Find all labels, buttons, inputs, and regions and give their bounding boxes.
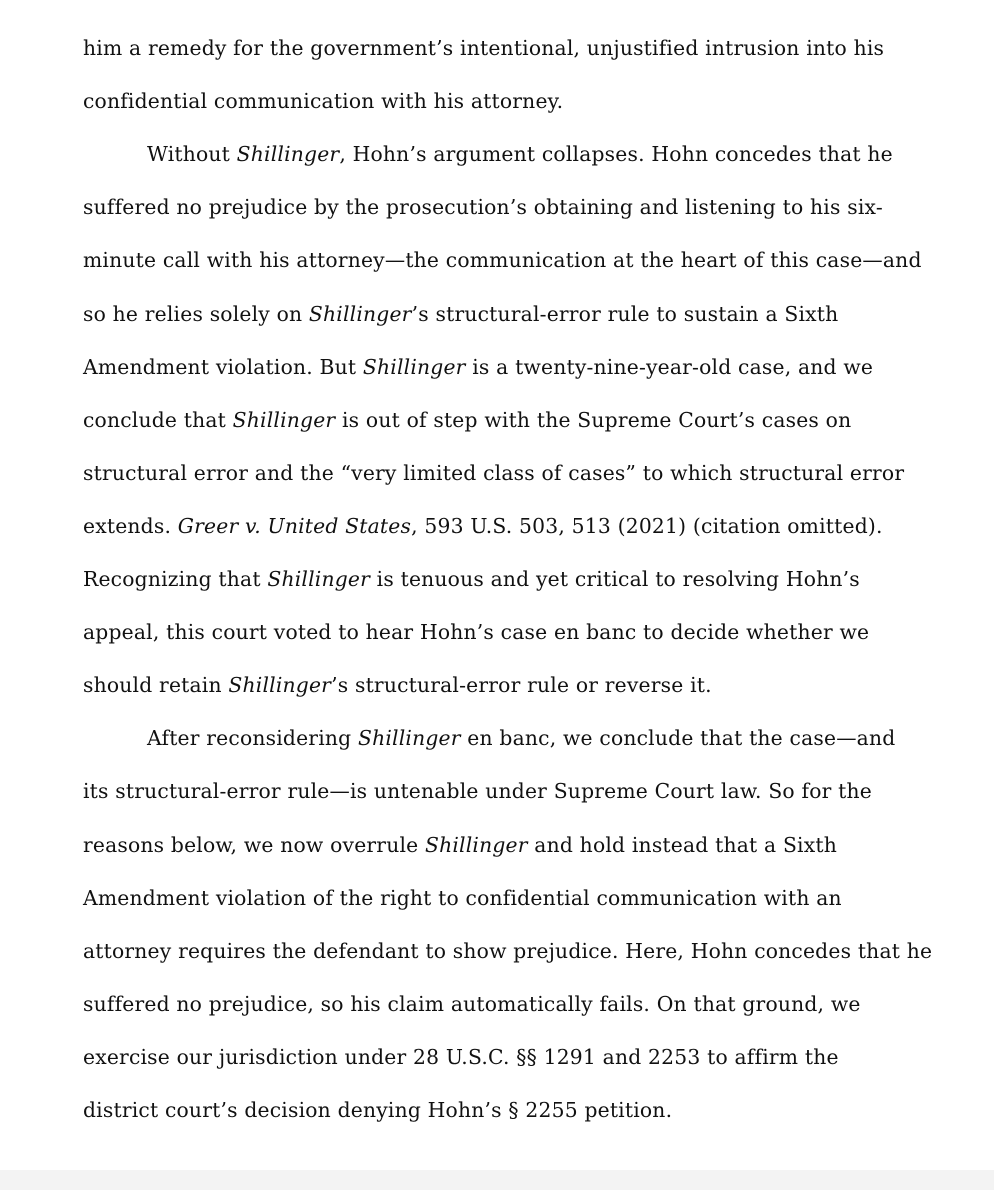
text-run: so he relies solely on (83, 301, 309, 326)
page-bottom-edge (0, 1170, 994, 1190)
text-run: is out of step with the Supreme Court’s cases on (335, 407, 852, 432)
text-line (83, 28, 884, 68)
text-run: and hold instead that a Sixth (527, 832, 837, 857)
italic-citation: Shillinger (425, 832, 528, 857)
text-run: ’s structural-error rule to sustain a Sixth (411, 301, 839, 326)
text-line (83, 506, 883, 546)
text-run: minute call with his attorney—the communication at the heart of this case—and (83, 248, 922, 273)
text-line (83, 984, 861, 1024)
text-run: , 593 U.S. 503, 513 (2021) (citation omitted). (411, 513, 883, 538)
text-line (83, 347, 873, 387)
text-run: ’s structural-error rule or reverse it. (331, 673, 712, 698)
text-line (83, 559, 860, 599)
text-line (83, 1090, 672, 1130)
text-line (83, 294, 838, 334)
text-run: appeal, this court voted to hear Hohn’s case en banc to decide whether we (83, 620, 870, 645)
text-line (83, 878, 842, 918)
text-run: its structural-error rule—is untenable under Supreme Court law. So for the (83, 779, 872, 804)
text-run: attorney requires the defendant to show prejudice. Here, Hohn concedes that he (83, 938, 933, 963)
text-run: reasons below, we now overrule (83, 832, 425, 857)
text-run: After reconsidering (147, 726, 358, 751)
text-run: Amendment violation. But (83, 354, 363, 379)
text-run: extends. (83, 513, 178, 538)
italic-citation: Shillinger (362, 354, 466, 379)
italic-citation: Shillinger (357, 726, 461, 751)
text-run: conclude that (83, 407, 233, 432)
text-run: Recognizing that (83, 567, 268, 591)
text-line (83, 240, 922, 280)
text-run: , Hohn’s argument collapses. Hohn concedes that he (339, 142, 893, 167)
text-run: district court’s decision denying Hohn’s § 2255 petition. (83, 1098, 673, 1122)
text-run: structural error and the “very limited class of cases” to which structural error (83, 460, 905, 485)
italic-citation: Greer v. United States (177, 513, 412, 538)
italic-citation: Shillinger (308, 301, 412, 326)
text-line (83, 1037, 839, 1077)
italic-citation: Shillinger (267, 567, 370, 591)
text-line (147, 718, 895, 758)
text-line (83, 771, 872, 811)
text-run: Amendment violation of the right to confidential communication with an (83, 885, 842, 910)
italic-citation: Shillinger (232, 407, 336, 432)
text-run: him a remedy for the government’s intentional, unjustified intrusion into his (83, 36, 885, 60)
text-line (147, 134, 893, 174)
text-line (83, 665, 712, 705)
text-line (83, 81, 563, 121)
text-line (83, 187, 883, 227)
text-run: should retain (83, 673, 229, 698)
text-line (83, 453, 904, 493)
text-line (83, 931, 932, 971)
text-run: suffered no prejudice, so his claim automatically fails. On that ground, we (83, 991, 861, 1016)
text-line (83, 400, 851, 440)
text-run: Without (147, 142, 237, 167)
text-run: is a twenty-nine-year-old case, and we (465, 354, 874, 379)
text-run: suffered no prejudice by the prosecution’s obtaining and listening to his six- (83, 195, 883, 220)
text-run: exercise our jurisdiction under 28 U.S.C. §§ 1291 and 2253 to affirm the (83, 1044, 839, 1069)
italic-citation: Shillinger (236, 142, 340, 167)
text-line (83, 612, 869, 652)
italic-citation: Shillinger (228, 673, 332, 698)
text-run: is tenuous and yet critical to resolving Hohn’s (370, 567, 860, 591)
text-run: confidential communication with his attorney. (83, 89, 564, 114)
text-line (83, 825, 837, 865)
text-run: en banc, we conclude that the case—and (460, 726, 896, 751)
